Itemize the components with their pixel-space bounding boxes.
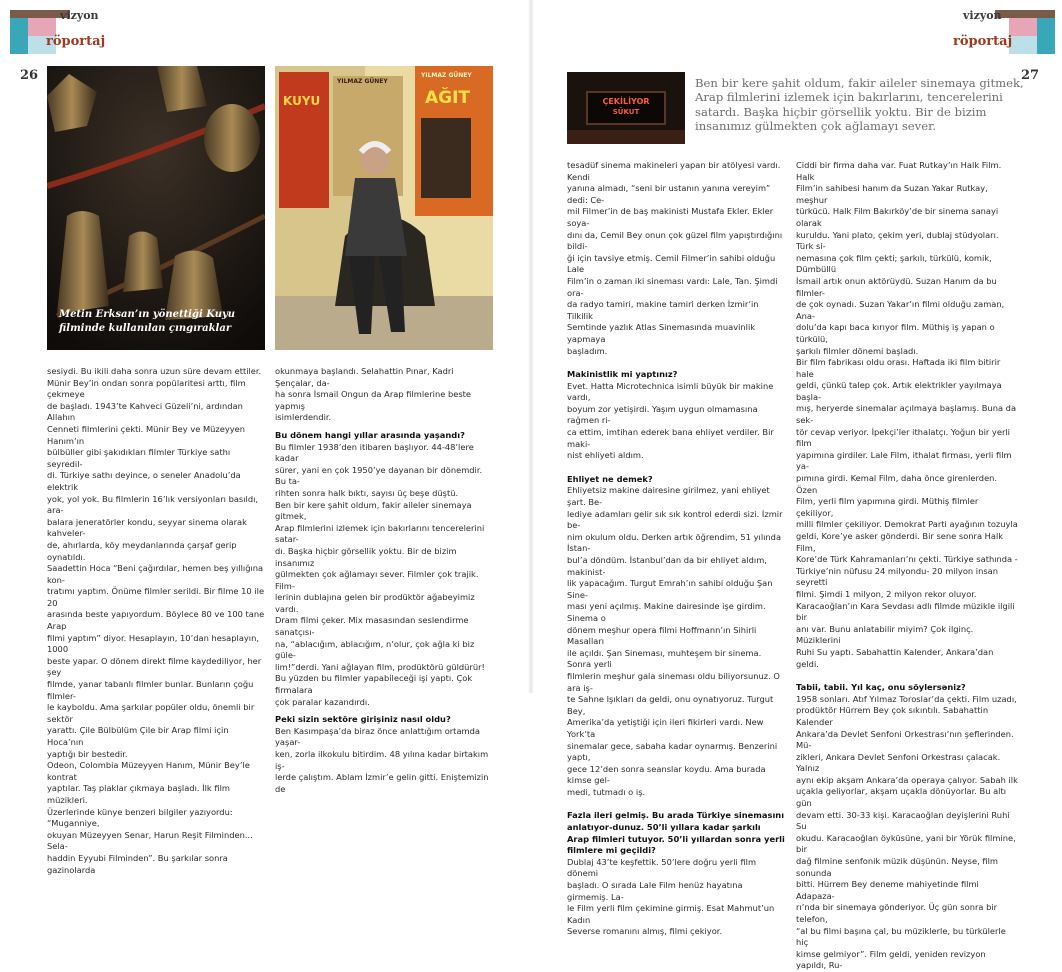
c1-l2: de başladı. 1943’te Kahveci Güzeli’ni, ardından Allahın	[47, 400, 243, 423]
c3-m11: boyum zor yetişirdi. Yaşım uygun olmamasına rağmen ri-	[567, 403, 758, 426]
c4-b4: aynı ekip akşam Ankara’da operaya çalıyor. Sabah ilk	[796, 774, 1018, 785]
c3-l3: dını da, Cemil Bey onun çok güzel film yapıştırdığını bildi-	[567, 229, 783, 252]
c4-l22: anı var. Bunu anlatabilir miyim? Çok ilginç. Müziklerini	[796, 623, 974, 646]
c2-l0: okunmaya başlandı. Selahattin Pınar, Kadri Şençalar, da-	[275, 366, 454, 388]
sign-line-2: SÜKUT	[612, 108, 640, 116]
c1-l21: okuyan Müzeyyen Senar, Harun Reşit Filminden... Sela-	[47, 829, 253, 852]
spacer	[567, 462, 785, 468]
c1-l4: bülbüller gibi şakıdıkları filmler Türkiye sathı seyredil-	[47, 447, 231, 469]
text-column-4	[796, 160, 1018, 972]
c3-m211: sinemalar gece, sabaha kadar oynarmış. Benzerini yaptı,	[567, 740, 778, 763]
c3-l2: mil Filmer’in de baş makinisti Mustafa Ekler. Ekler soya-	[567, 206, 774, 228]
bells-photo	[47, 66, 265, 350]
section-label: röportaj	[953, 34, 1013, 49]
c1-l19: yaptılar. Taş plaklar çıkmaya başladı. İlk film müzikleri.	[47, 783, 230, 805]
c4-b11: “al bu filmi başına çal, bu müziklerle, bu türkülerle hiç	[796, 925, 1006, 948]
c3-l8: başladım.	[567, 345, 608, 356]
c2-m0: Bu filmler 1938’den itibaren başlıyor. 44-48’lere kadar	[275, 441, 474, 464]
c1-l11: arasında beste yapıyordum. Böylece 80 ve 100 tane Arap	[47, 609, 265, 632]
photo-caption: Metin Erksan’ın yönettiği Kuyu filminde kullanılan çıngıraklar	[59, 309, 236, 334]
c4-l7: dolu’da kapı baca kırıyor film. Müthiş iş yapan o türkülü,	[796, 322, 995, 344]
sign-photo	[567, 72, 685, 144]
c4-l23: Ruhi Su yaptı. Sabahattin Kalender, Ankara’dan geldi.	[796, 646, 994, 669]
c3-m27: ile açıldı. Şan Sineması, muhteşem bir sinema. Sonra yerli	[567, 647, 762, 670]
c2-m9: na, “ablacığım, ablacığım, n’olur, çok ağla ki biz güle-	[275, 638, 475, 661]
spacer	[796, 670, 1018, 676]
c4-b9: bitti. Hürrem Bey deneme mahiyetinde filmi Adapaza-	[796, 879, 979, 901]
section-name: vizyon	[963, 9, 1002, 22]
page-number: 26	[20, 68, 39, 83]
c4-l19: Türkiye’nin nüfusu 24 milyondu- 20 milyon insan seyretti	[796, 565, 999, 588]
c1-l10: tratımı yaptım. Önüme filmler serildi. Bir filme 10 ile 20	[47, 586, 265, 608]
c4-b8: dağ filmine senfonik müzik düşünün. Neyse, film sonunda	[796, 856, 998, 878]
c4-b3: zikleri, Ankara Devlet Senfoni Orkestrası çalacak. Yalnız	[796, 751, 1001, 774]
section-label: röportaj	[46, 34, 106, 49]
c2-b1: ken, zorla ilkokulu bitirdim. 48 yılına kadar birtakım iş-	[275, 749, 489, 771]
c4-l17: geldi, Kore’ye asker gönderdi. Bir sene sonra Halk Film,	[796, 531, 1004, 553]
c4-b7: okudu. Karacaoğlan öyküsüne, yani bir Yörük filmine, bir	[796, 832, 1016, 855]
c3-b3: Severse romanını almış, filmi çekiyor.	[567, 926, 723, 937]
c4-l9: Bir film fabrikası oldu orası. Haftada iki film bitirir hale	[796, 357, 1001, 379]
c3-m23: bul’a döndüm. İstanbul’dan da bir ehliyet aldım, makinist-	[567, 555, 767, 577]
c2-m11: Bu yüzden bu filmler yapabileceği işi yaptı. Çok firmalara	[275, 673, 473, 696]
spine-shadow	[528, 0, 534, 693]
c4-l4: nemasına çok film çekti; şarkılı, türkülü, komik, Dümbüllü	[796, 252, 992, 275]
c2-b2: lerde çalıştım. Ablam İzmir’e gelin gitti. Eniştemizin de	[275, 772, 489, 794]
c3-m25: ması yeni açılmış. Makine dairesinde işe girdim. Sinema o	[567, 601, 766, 623]
c2-b0: Ben Kasımpaşa’da biraz önce anlattığım ortamda yaşar-	[275, 725, 480, 748]
c3-l7: Semtinde yazlık Atlas Sinemasında muavinlik yapmaya	[567, 322, 756, 344]
brand-block-pink	[1009, 18, 1037, 36]
c3-m12: ca ettim, imtihan ederek bana ehliyet verdiler. Bir maki-	[567, 427, 774, 449]
c3-m22: nim okulum oldu. Derken artık öğrendim, 51 yılında İstan-	[567, 531, 782, 554]
c3-m24: lik yapacağım. Turgut Emrah’ın sahibi olduğu Şan Sine-	[567, 578, 773, 600]
c4-l11: mış, heryerde sinemalar açılmaya başlamış. Buna da sek-	[796, 403, 1017, 426]
c4-l1: Film’in sahibesi hanım da Suzan Yakar Rutkay, meşhur	[796, 183, 988, 205]
c1-l5: di. Türkiye sathı deyince, o seneler Anadolu’da elektrik	[47, 470, 241, 492]
c2-m10: lim!”derdi. Yani ağlayan film, prodüktörü güldürür!	[275, 661, 485, 672]
c2-m7: lerinin dublajına gelen bir prodüktör ağabeyimiz vardı.	[275, 592, 475, 614]
c1-l9: Saadettin Hoca “Beni çağırdılar, hemen beş yıllığına kon-	[47, 563, 264, 585]
poster-text-kuyu: KUYU	[283, 94, 321, 108]
c3-m26: dönem meşhur opera filmi Hoffmann’ın Sihirli Masalları	[567, 624, 757, 647]
c2-heading-1: Bu dönem hangi yıllar arasında yaşandı?	[275, 429, 465, 440]
c2-m12: çok paralar kazandırdı.	[275, 696, 370, 707]
c1-l13: beste yapar. O dönem direkt filme kaydediliyor, her şey	[47, 655, 262, 678]
c3-m20: Ehliyetsiz makine dairesine girilmez, yani ehliyet şart. Be-	[567, 485, 770, 508]
c3-l6: da radyo tamiri, makine tamiri derken İzmir’in Tilkilik	[567, 299, 759, 321]
c2-heading-2: Peki sizin sektöre girişiniz nasıl oldu?	[275, 714, 451, 725]
c4-l13: yapımına girdiler. Lale Film, ithalat firması, yerli film ya-	[796, 449, 1012, 472]
c4-b6: devam etti. 30-33 kişi. Karacaoğlan deyişlerini Ruhi Su	[796, 809, 1010, 832]
c4-l3: kuruldu. Yani plato, çekim yeri, dublaj stüdyoları. Türk si-	[796, 229, 999, 252]
text-column-2	[275, 366, 493, 795]
c3-m21: lediye adamları gelir sık sık kontrol ederdi sizi. İzmir be-	[567, 508, 783, 531]
poster-text-yilmaz-guney-2: YILMAZ GÜNEY	[421, 72, 472, 79]
c2-m5: dı. Başka hiçbir görsellik yoktu. Bir de bizim insanımız	[275, 545, 457, 568]
c4-l6: de çok oynadı. Suzan Yakar’ın filmi olduğu zaman, Ana-	[796, 299, 1005, 321]
c1-l20: Üzerlerinde künye benzeri bilgiler yazıyordu: “Muganniye,	[47, 806, 233, 829]
c2-m3: Ben bir kere şahit oldum, fakir aileler sinemaya gitmek,	[275, 499, 472, 522]
c3-l4: ği için tavsiye etmiş. Cemil Filmer’in sahibi olduğu Lale	[567, 252, 776, 275]
c4-heading-1: Tabii, tabii. Yıl kaç, onu söylersəniz?	[796, 682, 966, 693]
pull-quote: Ben bir kere şahit oldum, fakir aileler sinemaya gitmek, Arap filmlerini izlemek için bakırlarını, tencerelerini satardı. Başka hiçbir görsellik yoktu. Bir de bizim insanımız gülmekten çok ağlamayı sever.	[695, 76, 1024, 134]
text-column-3	[567, 160, 785, 938]
c4-b0: 1958 sonları. Atıf Yılmaz Toroslar’da çekti. Film uzadı,	[796, 693, 1017, 704]
c3-b2: le Film yerli film çekimine girmiş. Esat Mahmut’un Kadın	[567, 903, 775, 925]
c2-m2: rihten sonra halk bıktı, sayısı üç beşe düştü.	[275, 487, 459, 498]
c1-l18: Odeon, Colombia Müzeyyen Hanım, Münir Bey’le kontrat	[47, 760, 250, 782]
c1-l12: filmi yaptım” diyor. Hesaplayın, 10’dan hesaplayın, 1000	[47, 632, 260, 655]
c1-l0: sesiydi. Bu ikili daha sonra uzun süre devam ettiler.	[47, 366, 262, 376]
c3-m13: nist ehliyeti aldım.	[567, 450, 644, 461]
brand-block-teal	[10, 18, 28, 54]
c4-l5: İsmail artık onun aktörüydü. Suzan Hanım da bu filmler-	[796, 275, 997, 298]
c4-l15: Film, yerli film yapımına girdi. Müthiş filmler çekiliyor,	[796, 496, 979, 518]
c4-l16: milli filmler çekiliyor. Demokrat Parti ayağının tozuyla	[796, 519, 1018, 530]
poster-text-agit: AĞIT	[425, 88, 471, 108]
c4-b10: rı’nda bir sinemaya gönderiyor. Üç gün sonra bir telefon,	[796, 902, 998, 924]
c4-l8: şarkılı filmler dönemi başladı.	[796, 345, 919, 356]
c3-m28: filmlerin meşhur gala sineması oldu biliyorsunuz. O ara iş-	[567, 670, 780, 693]
c4-l20: filmi. Şimdi 1 milyon, 2 milyon rekor oluyor.	[796, 588, 977, 599]
c1-l22: haddin Eyyubi Filminden”. Bu şarkılar sonra gazinolarda	[47, 852, 228, 875]
c3-l0: tesadüf sinema makineleri yapan bir atölyesi vardı. Kendi	[567, 160, 781, 182]
brand-block-brown	[995, 10, 1055, 18]
c1-l16: yarattı. Çile Bülbülüm Çile bir Arap filmi için Hoca’nın	[47, 725, 229, 747]
c2-m4: Arap filmlerini izlemek için bakırlarını tencerelerini satar-	[275, 522, 485, 545]
spacer	[567, 798, 785, 804]
c2-m6: gülmekten çok ağlamayı sever. Filmler çok trajik. Film-	[275, 569, 479, 591]
c1-l3: Cenneti filmlerini çekti. Münir Bey ve Müzeyyen Hanım’ın	[47, 423, 246, 446]
c4-b2: Ankara’da Devlet Senfoni Orkestrası’nın şeflerinden. Mü-	[796, 728, 1014, 751]
c3-m213: medi, tutmadı o iş.	[567, 786, 646, 797]
spacer	[567, 357, 785, 363]
c2-l2: isimlerdendir.	[275, 412, 332, 423]
c4-b12: kimse gelmiyor”. Film geldi, yeniden revizyon yapıldı, Ru-	[796, 948, 986, 971]
sign-line-1: ÇEKİLİYOR	[602, 97, 650, 106]
c3-l5: Film’in o zaman iki sineması vardı: Lale, Tan. Şimdi ora-	[567, 275, 778, 298]
page-number: 27	[1021, 68, 1040, 83]
c4-l0: Ciddi bir firma daha var. Fuat Rutkay’ın Halk Film. Halk	[796, 160, 1002, 182]
c1-l17: yaptığı bir bestedir.	[47, 748, 128, 759]
c3-m212: gece 12’den sonra seanslar koydu. Ama burada kimse gel-	[567, 763, 766, 786]
c1-l8: de, ahırlarda, köy meydanlarında çarşaf gerip oynatıldı.	[47, 539, 237, 562]
c1-l1: Münir Bey’in ondan sonra popülaritesi arttı, film çekmeye	[47, 377, 246, 400]
c4-l18: Kore’de Türk Kahramanları’nı çekti. Türkiye sathında -	[796, 554, 1018, 565]
right-page	[531, 0, 1062, 971]
c1-l6: yok, yol yok. Bu filmlerin 16’lık versiyonları basıldı, ara-	[47, 493, 259, 516]
c3-l1: yanına almadı, “seni bir ustanın yanına vereyim” dedi: Ce-	[567, 183, 771, 205]
c2-l1: ha sonra İsmail Ongun da Arap filmlerine beste yapmış	[275, 389, 472, 411]
brand-block-teal	[1037, 18, 1055, 54]
c3-m210: Amerika’da yetiştiği için ileri fikirleri vardı. New York’ta	[567, 717, 764, 739]
c2-m8: Dram filmi çeker. Mix masasından seslendirme sanatçısı-	[275, 615, 469, 638]
text-column-1	[47, 366, 265, 876]
c3-m10: Evet. Hatta Microtechnica isimli büyük bir makine vardı,	[567, 380, 774, 403]
left-page	[0, 0, 531, 875]
c3-b0: Dublaj 43’te keşfettik. 50’lere doğru yerli film dönemi	[567, 856, 757, 879]
c3-heading-1: Makinistlik mi yaptınız?	[567, 369, 678, 380]
c2-m1: sürer, yani en çok 1950’ye dayanan bir dönemdir. Bu ta-	[275, 464, 483, 487]
c4-b1: prodüktör Hürrem Bey çok sıkıntılı. Sabahattin Kalender	[796, 705, 989, 727]
c1-l7: balara jeneratörler kondu, seyyar sinema olarak kahveler-	[47, 516, 247, 539]
section-name: vizyon	[60, 9, 99, 22]
c3-heading-2: Ehliyet ne demek?	[567, 473, 653, 484]
c4-l10: geldi, çünkü talep çok. Artık elektrikler yayılmaya başla-	[796, 380, 1002, 402]
c3-heading-3: Fazla ileri gelmiş. Bu arada Türkiye sinemasını anlatıyor-dunuz. 50’li yıllara kadar şarkılı Arap filmleri tutuyor. 50’li yıllardan sonra yerli filmlere mi geçildi?	[567, 810, 785, 856]
c3-b1: başladı. O sırada Lale Film henüz hayatına girmemiş. La-	[567, 880, 743, 902]
c3-m29: te Sahne Işıkları da geldi, onu oynatıyoruz. Turgut Bey,	[567, 694, 774, 716]
brand-block-lightblue	[1009, 36, 1037, 54]
portrait-photo	[275, 66, 493, 350]
c4-l2: türkücü. Halk Film Bakırköy’de bir sinema sanayi olarak	[796, 206, 999, 228]
c1-l15: le kayboldu. Ama şarkılar popüler oldu, önemli bir sektör	[47, 702, 255, 724]
c4-b5: uçakla geliyorlar, akşam uçakla dönüyorlar. Bu altı gün	[796, 786, 1007, 809]
c4-l12: tör cevap veriyor. İpekçi’ler ithalatçı. Yoğun bir yerli film	[796, 426, 1010, 449]
c1-l14: filmde, yanar tabanlı filmler bunlar. Bunların çoğu filmler-	[47, 679, 254, 701]
poster-text-yilmaz-guney-1: YILMAZ GÜNEY	[337, 78, 388, 85]
portrait-illustration	[275, 66, 493, 350]
c4-l14: pımına girdi. Kemal Film, daha önce girenlerden. Özen	[796, 473, 998, 495]
c4-l21: Karacaoğlan’ın Kara Sevdası adlı filmde müzikle ilgili bir	[796, 600, 1015, 623]
